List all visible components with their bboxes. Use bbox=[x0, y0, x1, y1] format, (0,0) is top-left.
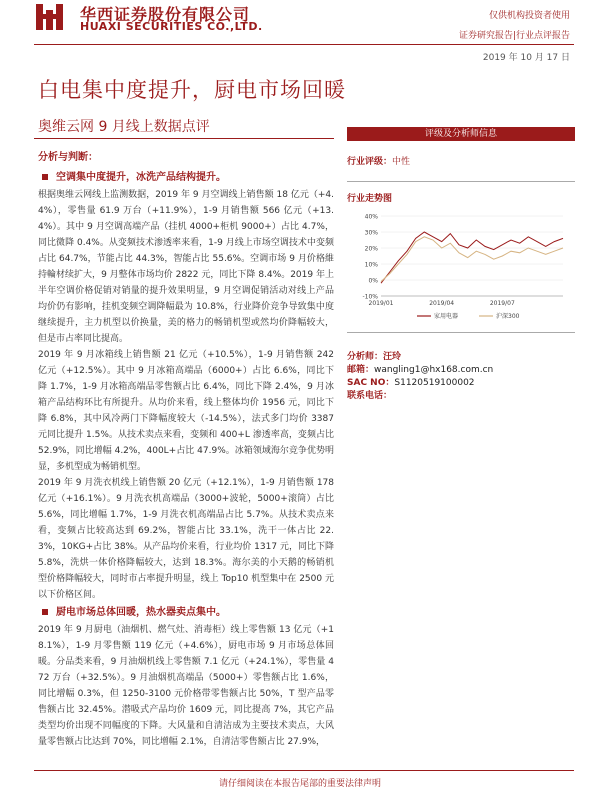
rating-label: 行业评级： bbox=[347, 157, 393, 167]
industry-rating bbox=[347, 154, 575, 167]
y-tick-label: 0% bbox=[368, 277, 378, 285]
x-tick-label: 2019/04 bbox=[429, 300, 455, 307]
x-tick-label: 2019/01 bbox=[368, 300, 394, 307]
sidebar-divider bbox=[347, 181, 575, 182]
email-label: 邮箱： bbox=[347, 365, 375, 375]
header-divider bbox=[34, 44, 574, 45]
analyst-label: 分析师： bbox=[347, 352, 384, 362]
page-header bbox=[0, 0, 600, 70]
footer-divider bbox=[34, 770, 574, 771]
company-name-cn: 华西证券股份有限公司 bbox=[80, 5, 251, 24]
rating-value: 中性 bbox=[392, 157, 411, 167]
report-subtitle: 奥维云网 9 月线上数据点评 bbox=[38, 119, 210, 135]
y-tick-label: 40% bbox=[364, 213, 378, 221]
sac-label: SAC NO： bbox=[347, 378, 395, 388]
subtitle-divider bbox=[34, 138, 334, 139]
legend-label: 沪深300 bbox=[496, 313, 520, 320]
report-date: 2019 年 10 月 17 日 bbox=[482, 53, 570, 63]
analysis-column bbox=[38, 150, 334, 750]
section-heading: 厨电市场总体回暖，热水器卖点集中。 bbox=[38, 605, 334, 621]
analyst-email[interactable]: wangling1@hx168.com.cn bbox=[374, 365, 494, 375]
phone-label: 联系电话： bbox=[347, 391, 393, 401]
analysis-label: 分析与判断： bbox=[38, 152, 98, 163]
paragraph: 2019 年 9 月厨电（油烟机、燃气灶、消毒柜）线上零售额 13 亿元（+18.1%），1-9 月零售额 119 亿元（+4.6%），厨电市场 9 月市场总体回暖。分品类来看，9 月油烟机线上零售额 7.1 亿元（+24.1%），零售量 472 万台（+32.5%）。9 月油烟机高端品（5000+）零售额占比 1.6%，同比增幅 0.3%，但 1250-3100 元价格带零售额占比 50%，T 型产品零售额占比 32.45%。潜吸式产品均价 1609 元，同比提高 7%，其它产品类型均价出现不同幅度的下降。大风量和自清洁成为主要技术卖点，大风量零售额占比达到 70%，同比增幅 2.1%，自清洁零售额占比 27.9%， bbox=[38, 625, 334, 747]
sac-number: S1120519100002 bbox=[394, 378, 475, 388]
paragraph: 2019 年 9 月洗衣机线上销售额 20 亿元（+12.1%），1-9 月销售额 178 亿元（+16.1%）。9 月洗衣机高端品（3000+波轮，5000+滚筒）占比 5.6%，同比增幅 1.7%，1-9 月洗衣机高端品占比 5.7%。从技术卖点来看，变频占比较高达到 69.2%，智能占比 33.1%，洗干一体占比 22.3%，10KG+占比 38%。从产品均价来看，行业均价 1317 元，同比下降 5.8%，洗烘一体价格降幅较大，达到 18.3%。海尔美的小天鹅的畅销机型价格降幅较大，同时市占率提升明显，线上 Top10 机型集中在 2500 元以下价格区间。 bbox=[38, 478, 334, 600]
legend-label: 家用电器 bbox=[434, 313, 459, 320]
bullet-square-icon bbox=[42, 609, 48, 615]
huaxi-logo-icon bbox=[34, 2, 66, 32]
analyst-info bbox=[347, 351, 575, 403]
y-tick-label: 10% bbox=[364, 261, 378, 269]
sidebar-divider bbox=[347, 332, 575, 333]
footer-disclaimer: 请仔细阅读在本报告尾部的重要法律声明 bbox=[218, 779, 381, 789]
x-tick-label: 2019/07 bbox=[489, 300, 515, 307]
report-category: 证券研究报告|行业点评报告 bbox=[458, 31, 570, 41]
trend-chart-svg bbox=[347, 208, 575, 328]
trend-chart bbox=[347, 208, 575, 328]
y-tick-label: 30% bbox=[364, 229, 378, 237]
analyst-name: 汪玲 bbox=[383, 352, 402, 362]
section-heading: 空调集中度提升，冰洗产品结构提升。 bbox=[38, 170, 334, 186]
paragraph: 2019 年 9 月冰箱线上销售额 21 亿元（+10.5%），1-9 月销售额 242 亿元（+12.5%）。其中 9 月冰箱高端品（6000+）占比 6.6%，同比下降 1.7%，1-9 月冰箱高端品零售额占比 6.4%，同比下降 2.4%，9 月冰箱产品结构环比有所提升。从均价来看，线上整体均价 1956 元，同比下降 6.8%，其中风冷两门下降幅度较大（-14.5%），法式多门均价 3387 元同比提升 1.5%。从技术卖点来看，变频和 400+L 渗透率高，变频占比 52.9%，同比增幅 4.2%，400L+占比 47.9%。冰箱领域海尔竞争优势明显，多机型成为畅销机型。 bbox=[38, 350, 334, 472]
audience-notice: 仅供机构投资者使用 bbox=[488, 11, 570, 21]
series-line bbox=[381, 232, 563, 283]
report-title: 白电集中度提升，厨电市场回暖 bbox=[38, 78, 346, 102]
y-tick-label: -10% bbox=[362, 293, 378, 301]
sidebar bbox=[347, 127, 575, 403]
paragraph: 根据奥维云网线上监测数据，2019 年 9 月空调线上销售额 18 亿元（+4.4%），零售量 61.9 万台（+11.9%），1-9 月销售额 566 亿元（+13.4%）。其中 9 月空调高端产品（挂机 4000+柜机 9000+）占比 4.7%，同比微降 0.4%。从变频技术渗透率来看，1-9 月线上市场空调技术中变频占比 64.7%，节能占比 44.3%，智能占比 55.6%。空调市场 9 月价格維持輪材续扩大，9 月整体市场均价 2822 元，同比下降 8.4%。2019 年上半年空调价格促销对销量的提升效果明显，9 月空调促销活动对线上产品均价仍有影响，挂机变频空调降幅最为 10.8%，行业降价竞争导致集中度继续提升，主力机型以价换量，美的格力的畅销机型或然均价降幅较大，但是市占率同比提高。 bbox=[38, 190, 334, 344]
sidebar-header: 评级及分析师信息 bbox=[347, 127, 575, 141]
trend-chart-label: 行业走势图 bbox=[347, 194, 393, 204]
bullet-square-icon bbox=[42, 174, 48, 180]
company-name-en: HUAXI SECURITIES CO.,LTD. bbox=[80, 20, 263, 33]
y-tick-label: 20% bbox=[364, 245, 378, 253]
